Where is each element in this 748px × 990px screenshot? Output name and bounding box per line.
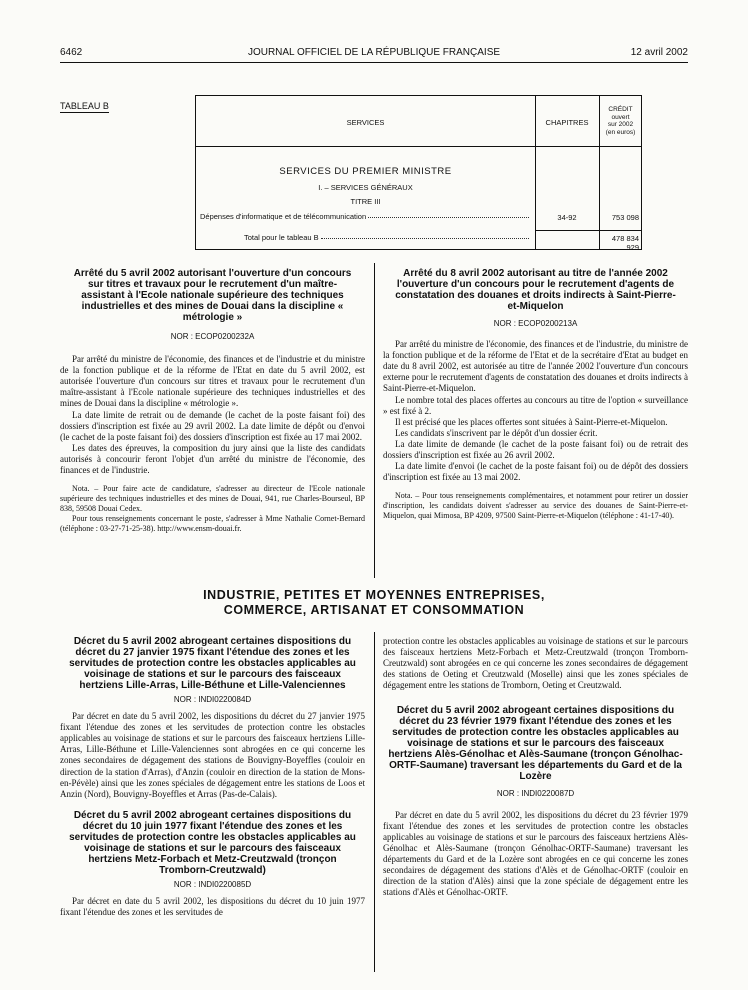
arrete-douanes-p3: Il est précisé que les places offertes sont situées à Saint-Pierre-et-Miquelon. [395, 416, 668, 427]
arrete-douai-title: Arrêté du 5 avril 2002 autorisant l'ouverture d'un concours sur titres et travaux pour le recrutement d'un maître-assistant à l'Ecole nationale supérieure des techniques industrielles et des mines de Douai dans la discipline « métrologie » [73, 268, 352, 323]
arrete-douai-p1: Par arrêté du ministre de l'économie, des finances et de l'industrie et du ministre de la fonction publique et de la réforme de l'Etat en date du 5 avril 2002, est autorisée l'ouverture d'un concours sur titres et travaux pour le recrutement d'un maître-assistant à l'Ecole nationale supérieure des techniques industrielles et des mines de Douai dans la discipline « métrologie ». [60, 354, 365, 409]
page-number: 6462 [60, 47, 83, 58]
budget-table [195, 95, 642, 250]
tableau-label: TABLEAU B [60, 101, 109, 111]
decret-metz-p1-continued: protection contre les obstacles applicables au voisinage de stations et sur le parcours des faisceaux hertziens Metz-Forbach et Metz-Creutzwald (tronçon Tromborn-Creutzwald) sont abrogées en ce qui concerne les zones secondaires de dégagement des stations de Oeting et Creutzwald (Moselle) ainsi que les zones spéciales de dégagement entre les stations de Tromborn, Oeting et Creutzwald. [383, 636, 688, 691]
journal-title: JOURNAL OFFICIEL DE LA RÉPUBLIQUE FRANÇAISE [247, 47, 501, 58]
decret-metz-p1: Par décret en date du 5 avril 2002, les dispositions du décret du 10 juin 1977 fixant l'étendue des zones et les servitudes de [60, 895, 365, 918]
decret-ales-title: Décret du 5 avril 2002 abrogeant certaines dispositions du décret du 23 février 1979 fixant l'étendue des zones et les servitudes de protection contre les obstacles applicables au voisinage de stations et sur le parcours des faisceaux hertziens Alès-Génolhac et Alès-Saumane (tronçon Génolhac-ORTF-Saumane) traversant les départements du Gard et de la Lozère [388, 705, 683, 783]
arrete-douanes-nota: Nota. – Pour tous renseignements complémentaires, et notamment pour retirer un dossier d'inscription, les candidats doivent s'adresser au service des douanes de Saint-Pierre-et-Miquelon, quai Mimosa, BP 4209, 97500 Saint-Pierre-et-Miquelon (téléphone : 41-17-40). [383, 491, 688, 521]
table-cell-credit: 753 098 [611, 213, 639, 222]
table-heading-titre: TITRE III [350, 197, 381, 206]
arrete-douanes-p6: La date limite d'envoi (le cachet de la poste faisant foi) ou de dépôt des dossiers d'inscription est fixée au 13 mai 2002. [383, 461, 688, 483]
decret-lille-p1: Par décret en date du 5 avril 2002, les dispositions du décret du 27 janvier 1975 fixant l'étendue des zones et les servitudes de protection contre les obstacles applicables au voisinage de stations et sur le parcours des faisceaux hertziens Lille-Arras, Lille-Béthune et Lille-Valenciennes sont abrogées en ce qui concerne les zones secondaires de dégagement des stations de Bouvigny-Boyeffles (couloir en direction de la station d'Arras), d'Anzin (couloir en direction de la station de Mons-en-Pévèle) ainsi que les zones spéciales de dégagement entre les stations de Loos et Anzin (Nord), Bouvigny-Boyeffles et Arras (Pas-de-Calais). [60, 711, 365, 799]
table-heading-section: I. – SERVICES GÉNÉRAUX [318, 183, 413, 192]
arrete-douanes-nor: NOR : ECOP0200213A [493, 319, 578, 328]
arrete-douai [60, 268, 365, 534]
decret-metz-nor: NOR : INDI0220085D [173, 879, 252, 889]
col-header-credit: CRÉDIT ouvert sur 2002 (en euros) [605, 106, 636, 136]
issue-date: 12 avril 2002 [630, 47, 688, 58]
arrete-douai-p3: Les dates des épreuves, la composition du jury ainsi que la liste des candidats autorisés à concourir feront l'objet d'un arrêté du ministre de l'économie, des finances et de l'industrie. [60, 442, 365, 476]
col-header-services: SERVICES [346, 118, 385, 127]
decret-ales-p1: Par décret en date du 5 avril 2002, les dispositions du décret du 23 février 1979 fixant l'étendue des zones et les servitudes de protection contre les obstacles applicables au voisinage de stations et sur le parcours des faisceaux hertziens Alès-Génolhac et Alès-Saumane (tronçon Génolhac-ORTF-Saumane) traversant les départements du Gard et de la Lozère sont abrogées en ce qui concerne les zones secondaires de dégagement des stations d'Alès et de Génolhac-ORTF (couloir en direction de la station d'Alès) ainsi que la zone spéciale de dégagement entre les stations d'Alès et Génolhac-ORTF. [383, 809, 688, 898]
arrete-douanes-p4: Les candidats s'inscrivent par le dépôt d'un dossier écrit. [395, 427, 598, 438]
decret-lille-nor: NOR : INDI0220084D [173, 695, 252, 704]
decret-metz-title: Décret du 5 avril 2002 abrogeant certaines dispositions du décret du 10 juin 1977 fixant l'étendue des zones et les servitudes de protection contre les obstacles applicables au voisinage de stations et sur le parcours des faisceaux hertziens Metz-Forbach et Metz-Creutzwald (tronçon Tromborn-Creutzwald) [69, 809, 356, 876]
decret-ales-nor: NOR : INDI0220087D [496, 789, 575, 799]
decret-lille-title: Décret du 5 avril 2002 abrogeant certaines dispositions du décret du 27 janvier 1975 fixant l'étendue des zones et les servitudes de protection contre les obstacles applicables au voisinage de stations et sur le parcours des faisceaux hertziens Lille-Arras, Lille-Béthune et Lille-Valenciennes [69, 636, 356, 691]
decret-lille [60, 636, 365, 918]
arrete-douanes-title: Arrêté du 8 avril 2002 autorisant au titre de l'année 2002 l'ouverture d'un concours pour le recrutement d'agents de constatation des douanes et droits indirects à Saint-Pierre-et-Miquelon [395, 268, 676, 312]
table-row-total: Total pour le tableau B [244, 233, 531, 242]
table-row-depenses: Dépenses d'informatique et de télécommunication [200, 212, 531, 221]
arrete-douanes-p2: Le nombre total des places offertes au concours au titre de l'option « surveillance » est fixé à 2. [383, 394, 688, 416]
col-header-chapitres: CHAPITRES [545, 118, 589, 127]
decret-metz-continued [383, 636, 688, 898]
table-cell-chapitre: 34-92 [557, 213, 577, 222]
arrete-douai-nor: NOR : ECOP0200232A [170, 332, 255, 341]
arrete-douanes-p1: Par arrêté du ministre de l'économie, des finances et de l'industrie, du ministre de la fonction publique et de la réforme de l'Etat et de la secrétaire d'Etat au budget en date du 8 avril 2002, est autorisée au titre de l'année 2002 l'ouverture d'un concours externe pour le recrutement d'agents de constatation des douanes et droits indirects à Saint-Pierre-et-Miquelon. [383, 339, 688, 394]
arrete-douai-nota: Nota. – Pour faire acte de candidature, s'adresser au directeur de l'Ecole nationale supérieure des techniques industrielles et des mines de Douai, 941, rue Charles-Bourseul, BP 838, 59508 Douai Cedex. Pour tous renseignements concernant le poste, s'adresser à Mme Nathalie Cornet-Bernard (téléphone : 03-27-71-25-38). http://www.ensm-douai.fr. [60, 484, 365, 534]
arrete-douai-p2: La date limite de retrait ou de demande (le cachet de la poste faisant foi) des dossiers d'inscription est fixée au 29 avril 2002. La date limite de dépôt ou d'envoi (le cachet de la poste faisant foi) des dossiers d'inscription est fixée au 17 mai 2002. [60, 409, 365, 442]
column-divider-top [374, 263, 375, 578]
column-divider-bottom [374, 632, 375, 972]
header-rule [60, 62, 688, 63]
arrete-douanes [383, 268, 688, 521]
arrete-douanes-p5: La date limite de demande (le cachet de la poste faisant foi) ou de retrait des dossiers d'inscription est fixée au 26 avril 2002. [383, 438, 688, 461]
section-heading: INDUSTRIE, PETITES ET MOYENNES ENTREPRISES, COMMERCE, ARTISANAT ET CONSOMMATION [203, 588, 545, 617]
table-cell-total-credit: 478 834 929 [611, 234, 639, 252]
table-heading-ministry: SERVICES DU PREMIER MINISTRE [279, 166, 452, 177]
